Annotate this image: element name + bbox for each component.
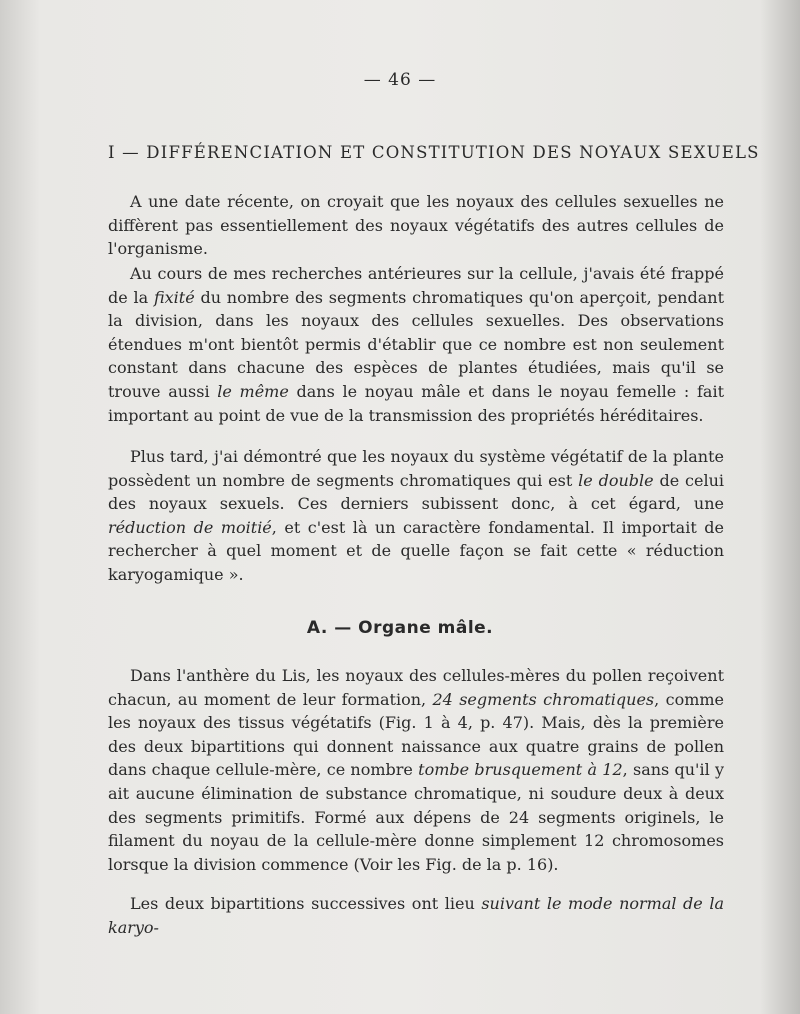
paragraph-3-text — [108, 445, 724, 587]
p3-part-b: de celui des noyaux sexuels. Ces derniers subissent donc, à cet égard, une — [108, 470, 724, 514]
p3-emphasis-reduction: réduction de moitié — [108, 517, 272, 537]
p3-part-a: Plus tard, j'ai démontré que les noyaux du système végétatif de la plante possèdent un nombre de segments chromatiques qui est — [108, 447, 724, 490]
p2-part-b: du nombre des segments chromatiques qu'on aperçoit, pendant la division, dans les noyaux des cellules sexuelles. Des observations étendues m'ont bientôt permis d'établir que ce nombre est non seulement constant dans chacune des espèces de plantes étudiées, mais qu'il se trouve aussi — [108, 287, 724, 401]
p2-emphasis-le-meme: le même — [217, 381, 289, 401]
paragraph-5 — [108, 892, 724, 939]
p3-part-c: , et c'est là un caractère fondamental. Il importait de rechercher à quel moment et de quelle façon se fait cette « réduction karyogamique ». — [108, 517, 724, 584]
p4-part-a: Dans l'anthère du Lis, les noyaux des cellules-mères du pollen reçoivent chacun, au moment de leur formation, — [108, 666, 724, 709]
section-title: A. — Organe mâle. — [306, 618, 494, 638]
page-number: — 46 — — [363, 70, 437, 90]
p3-emphasis-le-double: le double — [578, 470, 654, 490]
paragraph-4 — [108, 664, 724, 876]
p2-part-a: Au cours de mes recherches antérieures sur la cellule, j'avais été frappé de la — [108, 264, 724, 307]
paragraph-5-text — [108, 892, 724, 939]
p2-emphasis-fixite: fixité — [153, 287, 195, 307]
p5-part-a: Les deux bipartitions successives ont lieu — [130, 894, 482, 913]
paragraph-3 — [108, 445, 724, 587]
p4-part-c: , sans qu'il y ait aucune élimination de substance chromatique, ni soudure deux à deux des segments primitifs. Formé aux dépens de 24 segments originels, le filament du noyau de la cellule-mère donne simplement 12 chromosomes lorsque la division commence (Voir les Fig. de la p. 16). — [108, 760, 725, 874]
p4-emphasis-segments: 24 segments chromatiques — [432, 689, 655, 709]
paragraph-2 — [108, 262, 724, 427]
paragraph-2-text — [108, 262, 724, 427]
p4-part-b: , comme les noyaux des tissus végétatifs (Fig. 1 à 4, p. 47). Mais, dès la première des deux bipartitions qui donnent naissance aux quatre grains de pollen dans chaque cellule-mère, ce nombre — [108, 689, 725, 780]
p2-part-c: dans le noyau mâle et dans le noyau femelle : fait important au point de vue de la transmission des propriétés héréditaires. — [108, 381, 724, 425]
paragraph-1-text: A une date récente, on croyait que les noyaux des cellules sexuelles ne diffèrent pas essentiellement des noyaux végétatifs des autres cellules de l'organisme. — [108, 192, 724, 259]
paragraph-4-text — [108, 664, 724, 876]
paragraph-1 — [108, 190, 724, 261]
p5-emphasis-suivant: suivant le mode normal de la karyo- — [108, 894, 724, 937]
chapter-heading: I — DIFFÉRENCIATION ET CONSTITUTION DES NOYAUX SEXUELS — [108, 143, 760, 162]
p4-emphasis-tombe: tombe brusquement à 12 — [418, 760, 623, 780]
